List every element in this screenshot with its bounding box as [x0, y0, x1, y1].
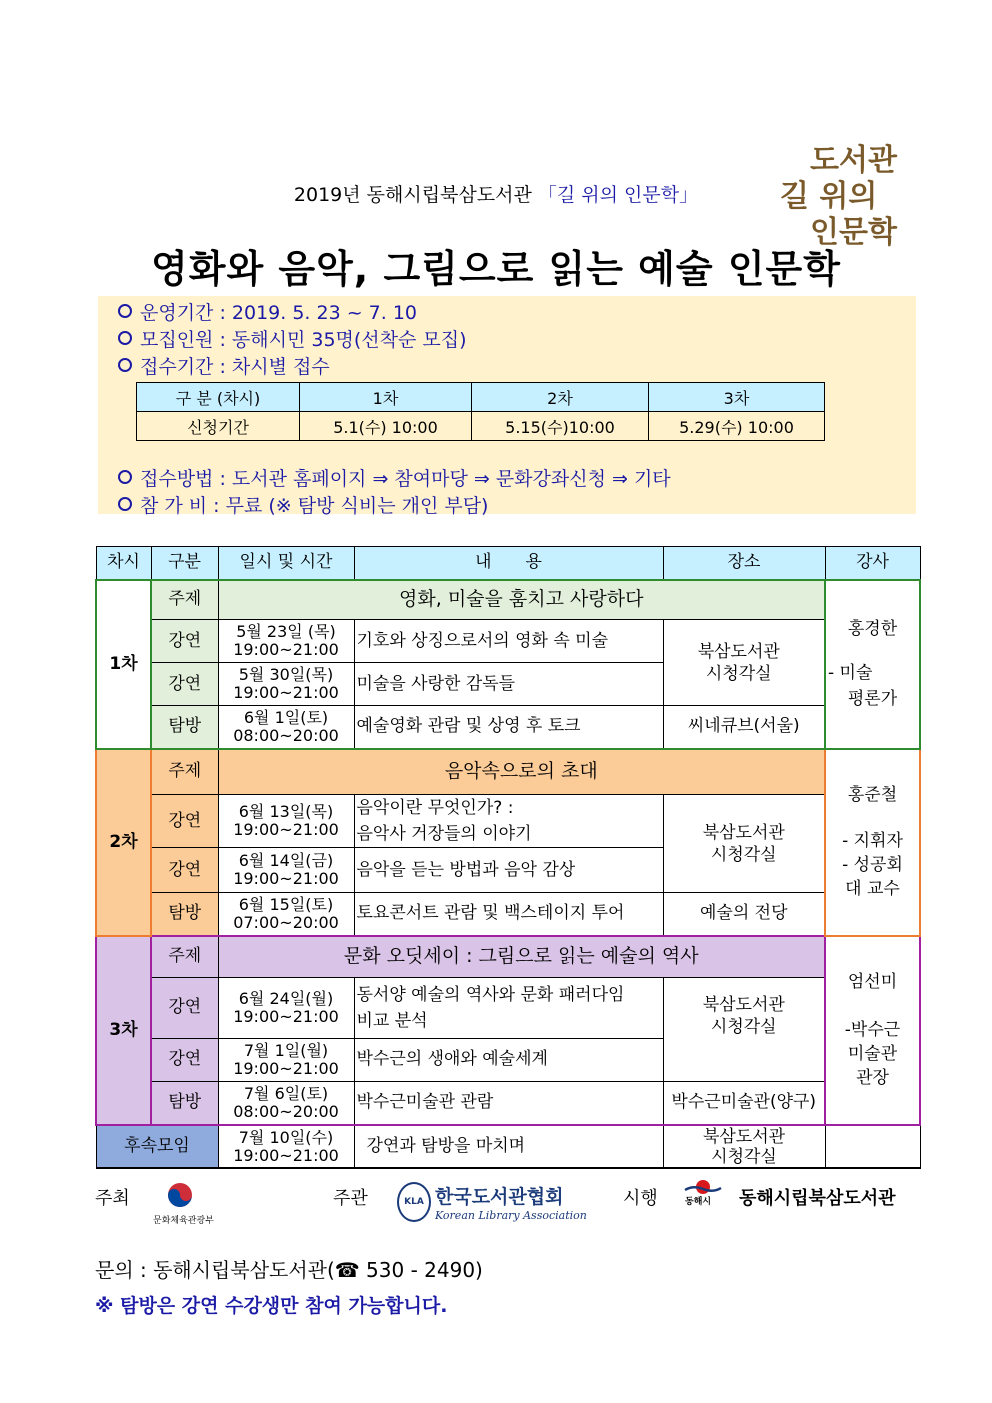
donghae-city-logo-icon [683, 1174, 723, 1194]
followup-row [96, 1125, 920, 1168]
info-apply-method-line [118, 464, 671, 491]
application-cell: 신청기간 [137, 412, 300, 441]
s1-place-line-1: 북삼도서관 [697, 641, 780, 662]
header-datetime: 일시 및 시간 [218, 547, 354, 580]
application-header-cell: 1차 [300, 383, 472, 412]
header-content: 내 용 [354, 547, 663, 580]
bullet-circle-icon [118, 304, 132, 318]
s2-r2-content: 음악을 듣는 방법과 음악 감상 [354, 848, 663, 893]
s1-r1-time: 19:00~21:00 [233, 640, 339, 659]
info-recruit-line [118, 325, 467, 352]
s1-r1-content: 기호와 상징으로서의 영화 속 미술 [354, 620, 663, 663]
s3-r2-content: 박수근의 생애와 예술세계 [354, 1038, 663, 1081]
s3-instructor-role: -박수근 [844, 1020, 901, 1041]
info-apply-method: 접수방법 : 도서관 홈페이지 ⇒ 참여마당 ⇒ 문화강좌신청 ⇒ 기타 [140, 468, 671, 490]
s3-place-spacer [663, 1038, 825, 1081]
s2-instructor-role: - 지휘자 [842, 831, 903, 851]
s1-r2-date: 5월 30일(목) [238, 665, 334, 684]
s1-r3-type: 탐방 [151, 706, 218, 749]
application-header-cell: 2차 [472, 383, 649, 412]
s3-r1-content [354, 978, 663, 1039]
s3-r2-time: 19:00~21:00 [233, 1058, 339, 1078]
subtitle-program: 「길 위의 인문학」 [537, 184, 699, 206]
s3-r1-type: 강연 [151, 978, 218, 1039]
host-name: 문화체육관광부 [153, 1216, 214, 1226]
executor-name: 동해시립북삼도서관 [739, 1188, 896, 1209]
main-title: 영화와 음악, 그림으로 읽는 예술 인문학 [151, 247, 841, 291]
organizer-name: 한국도서관협회 [435, 1186, 564, 1208]
s2-place-line-1: 북삼도서관 [702, 822, 785, 843]
followup-instructor [825, 1125, 920, 1168]
application-cell: 5.29(수) 10:00 [649, 412, 825, 441]
info-box [98, 296, 916, 517]
logo-line-2: 길 위의 [780, 179, 878, 214]
bullet-circle-icon [118, 331, 132, 345]
s2-r3-content: 토요콘서트 관람 및 백스테이지 투어 [354, 893, 663, 936]
application-table-header [137, 383, 825, 412]
s3-visit-place: 박수근미술관(양구) [663, 1081, 825, 1125]
s2-r2-time: 19:00~21:00 [233, 869, 339, 888]
notice-text: ※ 탐방은 강연 수강생만 참여 가능합니다. [95, 1295, 448, 1317]
bullet-circle-icon [118, 497, 132, 511]
followup-label: 후속모임 [96, 1125, 218, 1168]
executor-label: 시행 [623, 1188, 658, 1209]
s1-lecture-place [663, 620, 825, 706]
s2-r1-content-line-2: 음악사 거장들의 이야기 [356, 824, 532, 844]
host-label: 주최 [95, 1188, 130, 1209]
table-row [96, 706, 920, 749]
s1-instructor [825, 580, 920, 749]
table-row [96, 620, 920, 663]
followup-date: 7월 10일(수) [238, 1127, 334, 1147]
s1-r1-date: 5월 23일 (목) [236, 622, 336, 641]
s3-r1-datetime [218, 978, 354, 1039]
s2-lecture-place [663, 795, 825, 893]
subtitle-library: 2019년 동해시립북삼도서관 [293, 184, 532, 206]
s1-r2-content: 미술을 사랑한 감독들 [354, 663, 663, 706]
session-2-label: 2차 [96, 749, 151, 936]
followup-content: 강연과 탐방을 마치며 [354, 1125, 663, 1168]
header-type: 구분 [151, 547, 218, 580]
info-period: 운영기간 : 2019. 5. 23 ~ 7. 10 [140, 302, 418, 324]
s2-theme: 음악속으로의 초대 [218, 749, 825, 795]
s2-instructor-role-2: - 성공회 [842, 855, 903, 875]
s1-place-line-2: 시청각실 [705, 663, 772, 684]
s1-theme-type: 주제 [151, 580, 218, 620]
s3-r3-date: 7월 6일(토) [243, 1083, 329, 1103]
table-row [96, 1081, 920, 1125]
s3-r3-content: 박수근미술관 관람 [354, 1081, 663, 1125]
s1-theme: 영화, 미술을 훔치고 사랑하다 [218, 580, 825, 620]
organizer-label: 주관 [333, 1188, 368, 1209]
s1-r3-content: 예술영화 관람 및 상영 후 토크 [354, 706, 663, 749]
header-instructor: 강사 [825, 547, 920, 580]
s2-r1-datetime [218, 795, 354, 848]
s2-r1-content-line-1: 음악이란 무엇인가? : [356, 798, 514, 818]
bullet-circle-icon [118, 358, 132, 372]
s2-instructor-name: 홍준철 [847, 785, 898, 805]
s3-instructor-role-3: 관장 [856, 1068, 889, 1089]
s3-theme: 문화 오딧세이 : 그림으로 읽는 예술의 역사 [218, 936, 825, 978]
s3-r3-type: 탐방 [151, 1081, 218, 1125]
s1-r1-type: 강연 [151, 620, 218, 663]
s2-instructor [825, 749, 920, 936]
s2-instructor-role-3: 대 교수 [845, 879, 900, 899]
schedule-table [95, 546, 921, 1169]
s1-r2-time: 19:00~21:00 [233, 683, 339, 702]
kla-logo-icon: KLA [397, 1182, 431, 1222]
s3-r2-type: 강연 [151, 1038, 218, 1081]
info-apply-period-line [118, 352, 330, 379]
s1-instructor-role: - 미술 [828, 663, 873, 683]
table-row [96, 1038, 920, 1081]
executor-city: 동해시 [685, 1197, 712, 1207]
schedule-header-row [96, 547, 920, 580]
s3-r3-time: 08:00~20:00 [233, 1101, 339, 1121]
s3-theme-row [96, 936, 920, 978]
info-apply-period: 접수기간 : 차시별 접수 [140, 356, 330, 378]
s2-r3-time: 07:00~20:00 [233, 912, 339, 932]
table-row [96, 893, 920, 936]
followup-place-line-1: 북삼도서관 [702, 1126, 786, 1147]
s2-theme-row [96, 749, 920, 795]
s1-theme-row [96, 580, 920, 620]
s3-r3-datetime [218, 1081, 354, 1125]
logo-line-1: 도서관 [810, 143, 897, 178]
s3-theme-type: 주제 [151, 936, 218, 978]
followup-datetime [218, 1125, 354, 1168]
bullet-circle-icon [118, 470, 132, 484]
s1-instructor-name: 홍경한 [847, 619, 898, 639]
s2-r3-date: 6월 15일(토) [238, 894, 334, 914]
followup-time: 19:00~21:00 [233, 1145, 339, 1165]
s2-r1-type: 강연 [151, 795, 218, 848]
info-fee-line [118, 491, 488, 518]
session-3-label: 3차 [96, 936, 151, 1126]
s3-instructor-role-2: 미술관 [847, 1044, 898, 1065]
s1-visit-place: 씨네큐브(서울) [663, 706, 825, 749]
s2-r2-datetime [218, 848, 354, 893]
s3-r2-datetime [218, 1038, 354, 1081]
s3-r1-time: 19:00~21:00 [233, 1006, 339, 1026]
s1-r2-datetime [218, 663, 354, 706]
application-cell: 5.1(수) 10:00 [300, 412, 472, 441]
application-cell: 5.15(수)10:00 [472, 412, 649, 441]
application-header-cell: 구 분 (차시) [137, 383, 300, 412]
s1-r3-date: 6월 1일(토) [243, 707, 329, 727]
application-table-row [137, 412, 825, 441]
s3-place-line-1: 북삼도서관 [702, 995, 785, 1015]
followup-place-line-2: 시청각실 [711, 1146, 777, 1167]
s3-lecture-place [663, 978, 825, 1039]
s2-r1-time: 19:00~21:00 [233, 820, 339, 839]
government-emblem-icon [165, 1180, 195, 1210]
logo-line-3: 인문학 [810, 215, 897, 250]
s3-place-line-2: 시청각실 [710, 1017, 777, 1037]
s3-instructor-name: 엄선미 [847, 972, 898, 993]
header-place: 장소 [663, 547, 825, 580]
s1-r3-time: 08:00~20:00 [233, 725, 339, 745]
application-period-table [136, 382, 825, 441]
contact-info: 문의 : 동해시립북삼도서관(☎ 530 - 2490) [95, 1258, 483, 1282]
header-session: 차시 [96, 547, 151, 580]
s2-r3-datetime [218, 893, 354, 936]
info-fee: 참 가 비 : 무료 (※ 탐방 식비는 개인 부담) [140, 495, 489, 517]
s3-r1-date: 6월 24일(월) [238, 988, 334, 1008]
organizer-name-en: Korean Library Association [435, 1209, 587, 1222]
s1-r2-type: 강연 [151, 663, 218, 706]
s3-r2-date: 7월 1일(월) [243, 1040, 329, 1060]
table-row [96, 978, 920, 1039]
session-1-label: 1차 [96, 580, 151, 749]
s3-r1-content-line-2: 비교 분석 [356, 1010, 428, 1031]
followup-place [663, 1125, 825, 1168]
s2-r1-date: 6월 13일(목) [238, 802, 334, 821]
info-recruit: 모집인원 : 동해시민 35명(선착순 모집) [140, 329, 467, 351]
s2-r2-date: 6월 14일(금) [238, 851, 334, 870]
table-row [96, 795, 920, 848]
s1-r1-datetime [218, 620, 354, 663]
organizers-footer [95, 1180, 925, 1230]
s1-instructor-role-2: 평론가 [847, 689, 898, 709]
s3-r1-content-line-1: 동서양 예술의 역사와 문화 패러다임 [356, 984, 625, 1005]
program-logo [780, 143, 920, 251]
s2-r1-content [354, 795, 663, 848]
s2-theme-type: 주제 [151, 749, 218, 795]
s2-place-line-2: 시청각실 [710, 844, 777, 865]
info-period-line [118, 298, 417, 325]
s2-visit-place: 예술의 전당 [663, 893, 825, 936]
application-header-cell: 3차 [649, 383, 825, 412]
s3-instructor [825, 936, 920, 1126]
s1-r3-datetime [218, 706, 354, 749]
s2-r3-type: 탐방 [151, 893, 218, 936]
s2-r2-type: 강연 [151, 848, 218, 893]
